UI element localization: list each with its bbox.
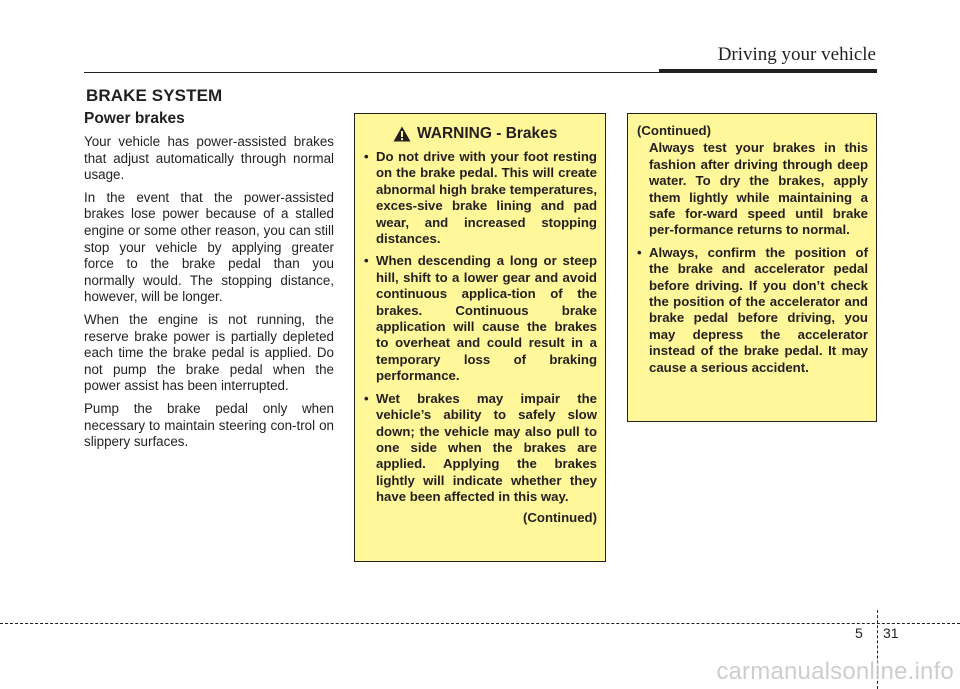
left-column — [84, 110, 334, 457]
footer-rule — [0, 623, 960, 624]
continued-text: Always test your brakes in this fashion after driving through deep water. To dry the brakes, apply them lightly while maintaining a safe for-ward speed until brake per-formance returns to normal. — [649, 140, 868, 238]
list-item-text: Wet brakes may impair the vehicle’s ability to safely slow down; the vehicle may also pull to one side when the brakes are applied. Applying the brakes lightly will indicate whether they have been affected in this way. — [376, 390, 597, 505]
list-item — [364, 391, 597, 506]
warning-list — [364, 149, 597, 506]
subheading: Power brakes — [84, 110, 185, 127]
header-rule-thick — [659, 69, 877, 73]
bullet: • — [364, 390, 369, 406]
paragraph: In the event that the power-assisted brakes lose power because of a stalled engine or some other reason, you can still stop your vehicle by applying greater force to the brake pedal than you normally would. The stopping distance, however, will be longer. — [84, 189, 334, 305]
list-item — [364, 253, 597, 384]
list-item — [364, 149, 597, 247]
bullet: • — [637, 244, 642, 260]
paragraph: Pump the brake pedal only when necessary to maintain steering con-trol on slippery surfaces. — [84, 400, 334, 450]
continued-heading: (Continued) — [637, 123, 711, 138]
chapter-number: 5 — [855, 625, 863, 641]
list-item — [637, 245, 868, 376]
bullet: • — [364, 149, 369, 164]
section-title: BRAKE SYSTEM — [86, 86, 223, 105]
list-item-text: Do not drive with your foot resting on the brake pedal. This will create abnormal high brake temperatures, exces-sive brake lining and pad wear, and increased stopping distances. — [376, 149, 597, 247]
warning-triangle-icon — [393, 126, 411, 142]
bullet: • — [364, 253, 369, 269]
paragraph: When the engine is not running, the reserve brake power is partially depleted each time the brake pedal is applied. Do not pump the brake pedal when the power assist has been interrupted. — [84, 311, 334, 394]
page-number: 31 — [883, 625, 899, 641]
warning-header — [364, 124, 597, 144]
continued-label: (Continued) — [523, 509, 597, 525]
watermark: carmanualsonline.info — [716, 658, 954, 685]
warning-label: WARNING — [417, 125, 492, 142]
continued-warning-box — [627, 113, 877, 422]
warning-title — [417, 125, 557, 143]
list-item-text: When descending a long or steep hill, shift to a lower gear and avoid continuous applica-tion of the brakes. Continuous brake application will cause the brakes to overheat and could result in a temporary loss of braking performance. — [376, 253, 597, 384]
continued-list — [637, 245, 868, 376]
running-header: Driving your vehicle — [717, 44, 876, 65]
list-item-text: Always, confirm the position of the brake and accelerator pedal before driving. If you don’t check the position of the accelerator and brake pedal before driving, you may depress the accelerator instead of the brake pedal. It may cause a serious accident. — [649, 244, 868, 375]
paragraph: Your vehicle has power-assisted brakes that adjust automatically through normal usage. — [84, 134, 334, 183]
header-rule — [84, 72, 659, 73]
warning-title-suffix: - Brakes — [491, 125, 558, 142]
warning-box — [354, 113, 606, 562]
